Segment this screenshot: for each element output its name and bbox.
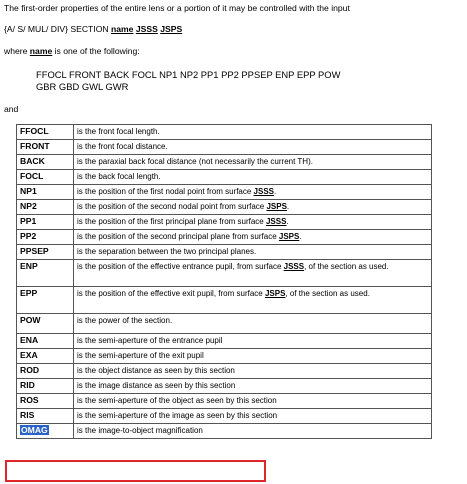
description-suffix: . bbox=[286, 217, 289, 226]
term-label[interactable]: POW bbox=[20, 315, 41, 325]
description-cell bbox=[74, 215, 432, 230]
term-cell bbox=[17, 394, 74, 409]
description-cell bbox=[74, 245, 432, 260]
description-cell bbox=[74, 349, 432, 364]
description-cell bbox=[74, 334, 432, 349]
term-cell bbox=[17, 349, 74, 364]
term-cell bbox=[17, 215, 74, 230]
term-label[interactable]: OMAG bbox=[21, 425, 48, 435]
syntax-jsps: JSPS bbox=[160, 24, 183, 34]
term-cell bbox=[17, 230, 74, 245]
table-row bbox=[17, 140, 432, 155]
table-row bbox=[17, 424, 432, 439]
description-text: is the image distance as seen by this section bbox=[77, 381, 236, 390]
description-text: is the semi-aperture of the image as seen by this section bbox=[77, 411, 278, 420]
syntax-name: name bbox=[110, 24, 134, 34]
term-label[interactable]: ROD bbox=[20, 365, 40, 375]
description-cell bbox=[74, 155, 432, 170]
and-text: and bbox=[4, 104, 19, 114]
term-label[interactable]: RID bbox=[20, 380, 35, 390]
description-text: is the position of the effective entrance pupil, from surface bbox=[77, 262, 284, 271]
description-cell bbox=[74, 409, 432, 424]
table-row bbox=[17, 314, 432, 334]
description-text: is the separation between the two principal planes. bbox=[77, 247, 257, 256]
definitions-table-body bbox=[17, 125, 432, 439]
table-row bbox=[17, 200, 432, 215]
term-cell bbox=[17, 314, 74, 334]
description-cell bbox=[74, 364, 432, 379]
where-line bbox=[4, 46, 140, 56]
names-line-1: FFOCL FRONT BACK FOCL NP1 NP2 PP1 PP2 PPSEP ENP EPP POW bbox=[36, 69, 341, 80]
table-row bbox=[17, 245, 432, 260]
description-text: is the image-to-object magnification bbox=[77, 426, 203, 435]
description-text: is the semi-aperture of the object as seen by this section bbox=[77, 396, 277, 405]
description-text: is the position of the second nodal point from surface bbox=[77, 202, 267, 211]
table-row bbox=[17, 230, 432, 245]
description-text: is the position of the second principal plane from surface bbox=[77, 232, 279, 241]
description-cell bbox=[74, 185, 432, 200]
surface-ref: JSPS bbox=[266, 202, 287, 211]
table-row bbox=[17, 287, 432, 314]
term-label[interactable]: FOCL bbox=[20, 171, 44, 181]
term-label[interactable]: ENA bbox=[20, 335, 39, 345]
term-cell bbox=[17, 287, 74, 314]
description-suffix: . bbox=[274, 187, 277, 196]
description-suffix: . bbox=[299, 232, 302, 241]
term-label[interactable]: RIS bbox=[20, 410, 35, 420]
where-name: name bbox=[29, 46, 53, 56]
description-cell bbox=[74, 200, 432, 215]
description-text: is the front focal length. bbox=[77, 127, 160, 136]
description-text: is the paraxial back focal distance (not necessarily the current TH). bbox=[77, 157, 313, 166]
term-cell bbox=[17, 245, 74, 260]
term-cell bbox=[17, 409, 74, 424]
description-cell bbox=[74, 230, 432, 245]
table-row bbox=[17, 215, 432, 230]
term-label[interactable]: ENP bbox=[20, 261, 38, 271]
syntax-prefix: {A/ S/ MUL/ DIV} SECTION bbox=[4, 24, 111, 34]
term-cell bbox=[17, 424, 74, 439]
term-label[interactable]: PP1 bbox=[20, 216, 37, 226]
description-cell bbox=[74, 394, 432, 409]
surface-ref: JSSS bbox=[283, 262, 305, 271]
term-label[interactable]: FRONT bbox=[20, 141, 50, 151]
term-label[interactable]: BACK bbox=[20, 156, 45, 166]
syntax-jsss: JSSS bbox=[135, 24, 158, 34]
table-row bbox=[17, 170, 432, 185]
description-cell bbox=[74, 140, 432, 155]
term-label[interactable]: PP2 bbox=[20, 231, 37, 241]
where-prefix: where bbox=[4, 46, 30, 56]
description-cell bbox=[74, 287, 432, 314]
names-list bbox=[36, 69, 340, 93]
description-cell bbox=[74, 424, 432, 439]
definitions-table bbox=[16, 124, 432, 439]
table-row bbox=[17, 364, 432, 379]
description-text: is the semi-aperture of the exit pupil bbox=[77, 351, 204, 360]
surface-ref: JSPS bbox=[264, 289, 286, 298]
table-row bbox=[17, 349, 432, 364]
surface-ref: JSPS bbox=[278, 232, 300, 241]
highlight-box bbox=[5, 460, 266, 482]
description-cell bbox=[74, 379, 432, 394]
description-cell bbox=[74, 314, 432, 334]
table-row bbox=[17, 394, 432, 409]
intro-line: The first-order properties of the entire lens or a portion of it may be controlled with the input bbox=[4, 3, 350, 13]
description-text: is the position of the effective exit pupil, from surface bbox=[77, 289, 265, 298]
description-text: is the semi-aperture of the entrance pupil bbox=[77, 336, 223, 345]
term-cell bbox=[17, 260, 74, 287]
term-cell bbox=[17, 185, 74, 200]
term-cell bbox=[17, 140, 74, 155]
term-cell bbox=[17, 125, 74, 140]
term-label[interactable]: ROS bbox=[20, 395, 39, 405]
description-text: is the position of the first principal plane from surface bbox=[77, 217, 266, 226]
table-row bbox=[17, 185, 432, 200]
description-text: is the object distance as seen by this section bbox=[77, 366, 235, 375]
term-cell bbox=[17, 200, 74, 215]
description-suffix: , of the section as used. bbox=[285, 289, 370, 298]
term-label[interactable]: EPP bbox=[20, 288, 38, 298]
description-cell bbox=[74, 260, 432, 287]
table-row bbox=[17, 260, 432, 287]
term-cell bbox=[17, 170, 74, 185]
table-row bbox=[17, 334, 432, 349]
description-text: is the position of the first nodal point from surface bbox=[77, 187, 254, 196]
description-cell bbox=[74, 125, 432, 140]
table-row bbox=[17, 409, 432, 424]
syntax-line bbox=[4, 24, 182, 34]
term-cell bbox=[17, 364, 74, 379]
description-suffix: , of the section as used. bbox=[304, 262, 389, 271]
description-suffix: . bbox=[286, 202, 290, 211]
table-row bbox=[17, 155, 432, 170]
description-cell bbox=[74, 170, 432, 185]
surface-ref: JSSS bbox=[265, 217, 287, 226]
term-label[interactable]: NP2 bbox=[20, 201, 37, 211]
where-suffix: is one of the following: bbox=[52, 46, 140, 56]
term-label[interactable]: FFOCL bbox=[20, 126, 49, 136]
term-cell bbox=[17, 155, 74, 170]
names-line-2: GBR GBD GWL GWR bbox=[36, 81, 129, 92]
term-label[interactable]: PPSEP bbox=[20, 246, 49, 256]
table-row bbox=[17, 379, 432, 394]
term-label[interactable]: NP1 bbox=[20, 186, 37, 196]
term-cell bbox=[17, 334, 74, 349]
surface-ref: JSSS bbox=[253, 187, 275, 196]
term-label[interactable]: EXA bbox=[20, 350, 38, 360]
description-text: is the back focal length. bbox=[77, 172, 161, 181]
description-text: is the power of the section. bbox=[77, 316, 173, 325]
description-text: is the front focal distance. bbox=[77, 142, 168, 151]
term-cell bbox=[17, 379, 74, 394]
table-row bbox=[17, 125, 432, 140]
